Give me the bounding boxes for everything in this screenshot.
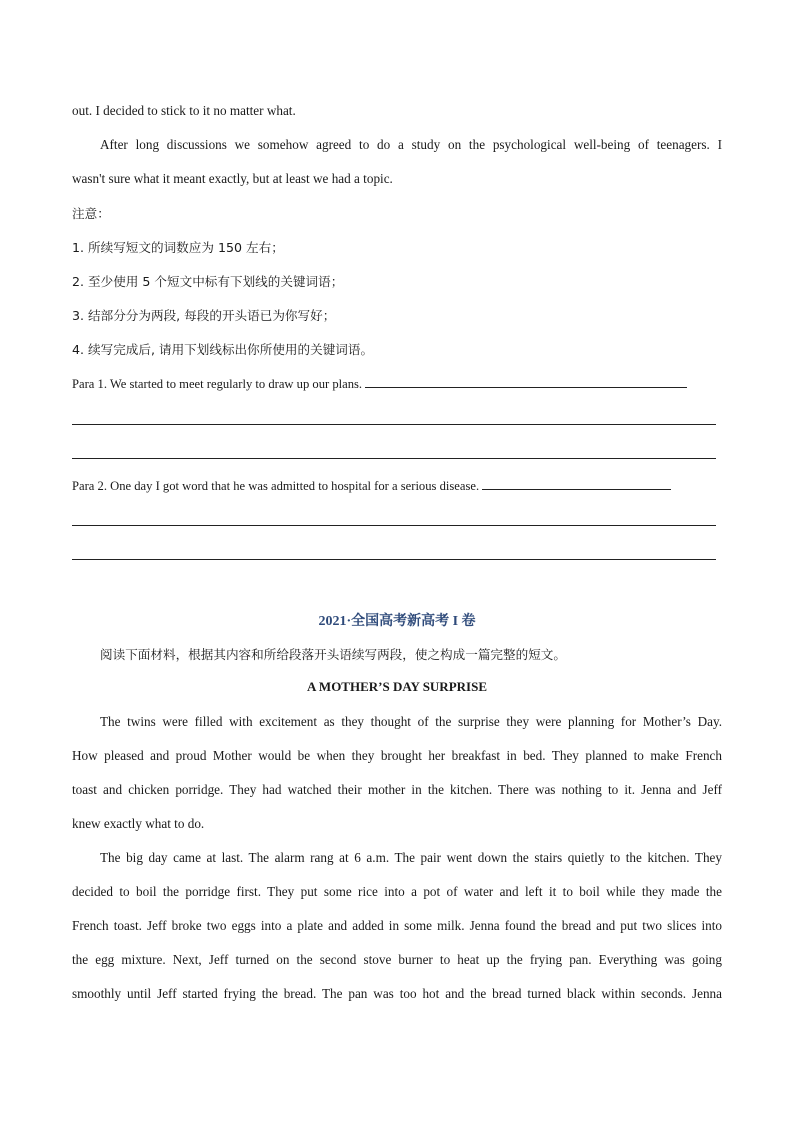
passage-line: decided to boil the porridge first. They put some rice into a pot of water and left it to boil while they made the <box>72 884 722 899</box>
passage-line: knew exactly what to do. <box>72 816 205 831</box>
writing-line[interactable] <box>365 375 687 388</box>
writing-line[interactable] <box>482 477 671 490</box>
section-heading: 2021·全国高考新高考 I 卷 <box>318 614 476 629</box>
passage-line: wasn't sure what it meant exactly, but at least we had a topic. <box>72 171 393 186</box>
passage-line: the egg mixture. Next, Jeff turned on the second stove burner to heat up the frying pan. Everything was going <box>72 952 722 967</box>
passage-title: A MOTHER’S DAY SURPRISE <box>307 679 487 694</box>
note-item: 1. 所续写短文的词数应为 150 左右； <box>72 240 284 255</box>
passage-line: toast and chicken porridge. They had watched their mother in the kitchen. There was nothing to it. Jenna and Jeff <box>72 782 722 797</box>
note-item: 2. 至少使用 5 个短文中标有下划线的关键词语； <box>72 274 344 289</box>
writing-line[interactable] <box>72 424 716 425</box>
para1-prompt <box>72 374 722 394</box>
notes-label: 注意： <box>72 206 110 221</box>
para1-text: Para 1. We started to meet regularly to draw up our plans. <box>72 377 363 391</box>
instruction-text: 阅读下面材料，根据其内容和所给段落开头语续写两段，使之构成一篇完整的短文。 <box>100 647 566 662</box>
passage-line: smoothly until Jeff started frying the bread. The pan was too hot and the bread turned black within seconds. Jenna <box>72 986 722 1001</box>
passage-line: out. I decided to stick to it no matter what. <box>72 103 296 118</box>
writing-line[interactable] <box>72 458 716 459</box>
note-item: 3. 结部分分为两段, 每段的开头语已为你写好； <box>72 308 336 323</box>
note-item: 4. 续写完成后, 请用下划线标出你所使用的关键词语。 <box>72 342 374 357</box>
writing-line[interactable] <box>72 559 716 560</box>
para2-text: Para 2. One day I got word that he was admitted to hospital for a serious disease. <box>72 479 480 493</box>
passage-line: The twins were filled with excitement as they thought of the surprise they were planning for Mother’s Day. <box>100 714 722 729</box>
passage-line: After long discussions we somehow agreed to do a study on the psychological well-being of teenagers. I <box>100 137 722 152</box>
passage-line: French toast. Jeff broke two eggs into a plate and added in some milk. Jenna found the bread and put two slices into <box>72 918 722 933</box>
passage-line: How pleased and proud Mother would be when they brought her breakfast in bed. They planned to make French <box>72 748 722 763</box>
writing-line[interactable] <box>72 525 716 526</box>
passage-line: The big day came at last. The alarm rang at 6 a.m. The pair went down the stairs quietly to the kitchen. They <box>100 850 722 865</box>
para2-prompt <box>72 476 722 496</box>
